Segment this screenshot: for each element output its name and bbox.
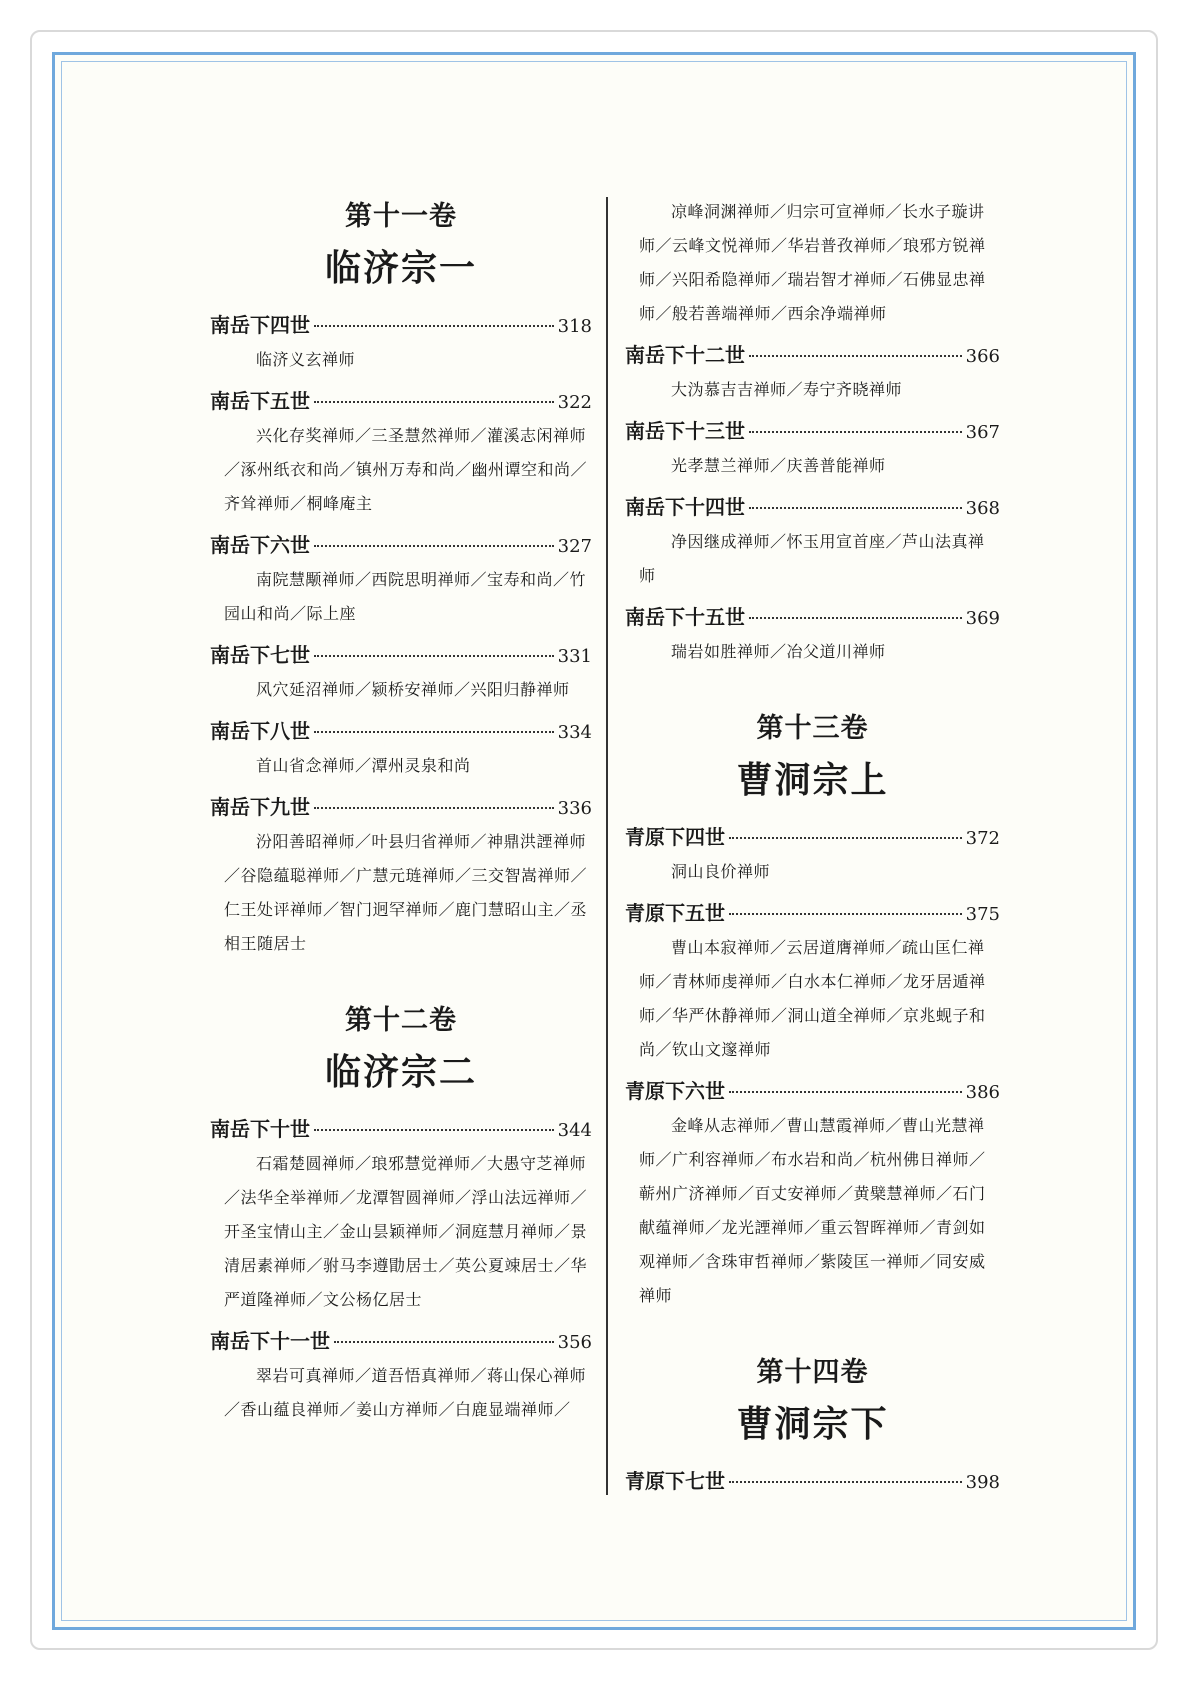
volume-title: 曹洞宗下 (736, 1403, 889, 1445)
master-names: 首山省念禅师／潭州灵泉和尚 (256, 756, 471, 775)
page-number: 369 (965, 608, 1000, 629)
toc-entry[interactable] (625, 897, 1000, 1067)
page-number: 327 (557, 536, 592, 557)
volume-13 (625, 707, 1000, 1313)
page-number: 375 (965, 904, 1000, 925)
dot-leader (314, 1129, 554, 1131)
master-names: 光孝慧兰禅师／庆善普能禅师 (671, 456, 886, 475)
master-names: 瑞岩如胜禅师／冶父道川禅师 (671, 642, 886, 661)
master-names: 临济义玄禅师 (256, 350, 356, 369)
toc-entry[interactable] (625, 821, 1000, 889)
dot-leader (314, 325, 554, 327)
generation-heading: 南岳下十一世 (210, 1329, 330, 1353)
generation-heading: 青原下六世 (625, 1079, 725, 1103)
page-number: 334 (557, 722, 592, 743)
generation-heading: 南岳下十世 (210, 1117, 310, 1141)
toc-entry[interactable] (210, 1113, 592, 1317)
page-number: 367 (965, 422, 1000, 443)
volume-14 (625, 1351, 1000, 1499)
volume-title: 曹洞宗上 (736, 759, 889, 801)
dot-leader (314, 401, 554, 403)
page-number: 368 (965, 498, 1000, 519)
dot-leader (749, 507, 962, 509)
dot-leader (314, 807, 554, 809)
generation-heading: 南岳下六世 (210, 533, 310, 557)
volume-title: 临济宗一 (324, 247, 477, 289)
toc-entry[interactable] (625, 1075, 1000, 1313)
master-names: 石霜楚圆禅师／琅邪慧觉禅师／大愚守芝禅师／法华全举禅师／龙潭智圆禅师／浮山法远禅师／开圣宝情山主／金山昙颖禅师／洞庭慧月禅师／景清居素禅师／驸马李遵勖居士／英公夏竦居士／华严道隆禅师／文公杨亿居士 (224, 1154, 588, 1309)
master-names: 汾阳善昭禅师／叶县归省禅师／神鼎洪諲禅师／谷隐蕴聪禅师／广慧元琏禅师／三交智嵩禅师／仁王处评禅师／智门迥罕禅师／鹿门慧昭山主／丞相王随居士 (224, 832, 588, 953)
master-names: 翠岩可真禅师／道吾悟真禅师／蒋山保心禅师／香山蕴良禅师／姜山方禅师／白鹿显端禅师／ (224, 1366, 587, 1419)
master-names: 净因继成禅师／怀玉用宣首座／芦山法真禅师 (639, 532, 985, 585)
volume-11 (210, 195, 592, 961)
toc-entry[interactable] (210, 791, 592, 961)
page-number: 336 (557, 798, 592, 819)
dot-leader (314, 655, 554, 657)
toc-entry[interactable] (210, 639, 592, 707)
page-number: 366 (965, 346, 1000, 367)
page-number: 344 (557, 1120, 592, 1141)
master-names: 洞山良价禅师 (671, 862, 771, 881)
toc-entry[interactable] (625, 601, 1000, 669)
toc-entry[interactable] (210, 715, 592, 783)
generation-heading: 南岳下十三世 (625, 419, 745, 443)
page-number: 386 (965, 1082, 1000, 1103)
volume-12 (210, 999, 592, 1427)
volume-title: 临济宗二 (324, 1051, 477, 1093)
dot-leader (729, 913, 962, 915)
toc-left-column (210, 195, 592, 1435)
master-names: 南院慧颙禅师／西院思明禅师／宝寿和尚／竹园山和尚／际上座 (224, 570, 587, 623)
generation-heading: 南岳下八世 (210, 719, 310, 743)
generation-heading: 南岳下五世 (210, 389, 310, 413)
generation-heading: 青原下七世 (625, 1469, 725, 1493)
toc-entry[interactable] (625, 491, 1000, 593)
page-number: 331 (557, 646, 592, 667)
page-number: 318 (557, 316, 592, 337)
toc-entry[interactable] (210, 1325, 592, 1427)
dot-leader (729, 837, 962, 839)
dot-leader (334, 1341, 554, 1343)
page-number: 356 (557, 1332, 592, 1353)
generation-heading: 南岳下十五世 (625, 605, 745, 629)
generation-heading: 南岳下十四世 (625, 495, 745, 519)
page-number: 372 (965, 828, 1000, 849)
volume-label: 第十二卷 (345, 1005, 457, 1036)
toc-entry[interactable] (625, 1465, 1000, 1499)
dot-leader (729, 1091, 962, 1093)
volume-label: 第十三卷 (756, 713, 869, 744)
dot-leader (729, 1481, 962, 1483)
dot-leader (314, 731, 554, 733)
volume-label: 第十四卷 (756, 1357, 869, 1388)
generation-heading: 青原下五世 (625, 901, 725, 925)
page-number: 398 (965, 1472, 1000, 1493)
dot-leader (314, 545, 554, 547)
volume-label: 第十一卷 (345, 201, 457, 232)
generation-heading: 南岳下十二世 (625, 343, 745, 367)
master-names: 曹山本寂禅师／云居道膺禅师／疏山匡仁禅师／青林师虔禅师／白水本仁禅师／龙牙居遁禅师／华严休静禅师／洞山道全禅师／京兆蚬子和尚／钦山文邃禅师 (639, 938, 986, 1059)
dot-leader (749, 431, 962, 433)
generation-heading: 南岳下四世 (210, 313, 310, 337)
toc-right-column (625, 195, 1000, 1507)
page-number: 322 (557, 392, 592, 413)
generation-heading: 南岳下七世 (210, 643, 310, 667)
toc-entry[interactable] (210, 385, 592, 521)
dot-leader (749, 355, 962, 357)
generation-heading: 青原下四世 (625, 825, 725, 849)
generation-heading: 南岳下九世 (210, 795, 310, 819)
dot-leader (749, 617, 962, 619)
continued-master-names: 凉峰洞渊禅师／归宗可宣禅师／长水子璇讲师／云峰文悦禅师／华岩普孜禅师／琅邪方锐禅师／兴阳希隐禅师／瑞岩智才禅师／石佛显忠禅师／般若善端禅师／西余净端禅师 (639, 202, 986, 323)
master-names: 大沩慕吉吉禅师／寿宁齐晓禅师 (671, 380, 903, 399)
column-divider (606, 197, 608, 1495)
toc-entry[interactable] (210, 529, 592, 631)
toc-entry[interactable] (625, 339, 1000, 407)
master-names: 兴化存奖禅师／三圣慧然禅师／灌溪志闲禅师／涿州纸衣和尚／镇州万寿和尚／幽州谭空和尚／齐耸禅师／桐峰庵主 (224, 426, 588, 513)
master-names: 金峰从志禅师／曹山慧霞禅师／曹山光慧禅师／广利容禅师／布水岩和尚／杭州佛日禅师／蕲州广济禅师／百丈安禅师／黄檗慧禅师／石门献蕴禅师／龙光諲禅师／重云智晖禅师／青剑如观禅师／含珠审哲禅师／紫陵匡一禅师／同安威禅师 (639, 1116, 986, 1305)
toc-entry[interactable] (625, 415, 1000, 483)
master-names: 风穴延沼禅师／颍桥安禅师／兴阳归静禅师 (256, 680, 570, 699)
toc-entry[interactable] (210, 309, 592, 377)
